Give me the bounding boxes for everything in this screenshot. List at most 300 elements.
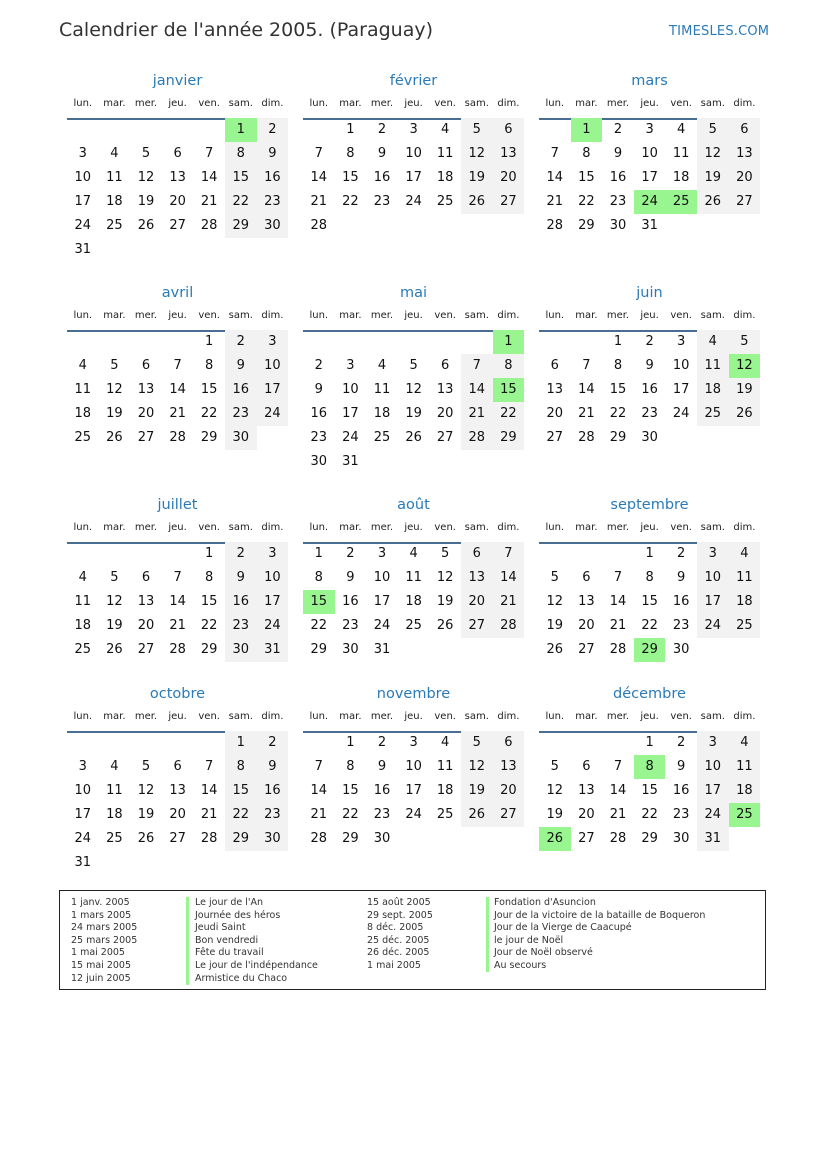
weekday-label: sam. (228, 310, 253, 321)
day-cell: 25 (697, 402, 729, 426)
day-cell: 9 (613, 146, 623, 161)
weekday-label: jeu. (168, 711, 187, 722)
day-cell: 2 (257, 118, 289, 142)
day-cell: 21 (461, 402, 493, 426)
day-cell: 20 (137, 406, 155, 421)
day-cell: 17 (257, 378, 289, 402)
day-cell: 3 (257, 330, 289, 354)
day-cell: 15 (200, 594, 218, 609)
day-cell: 19 (461, 779, 493, 803)
weekday-label: jeu. (640, 522, 659, 533)
day-cell: 26 (436, 618, 454, 633)
weekday-label: sam. (464, 711, 489, 722)
month-name: août (397, 497, 430, 513)
day-cell: 22 (200, 618, 218, 633)
day-cell: 5 (461, 118, 493, 142)
day-cell: 21 (609, 618, 627, 633)
day-cell: 14 (310, 170, 328, 185)
day-cell: 6 (173, 759, 182, 774)
day-cell: 6 (141, 358, 151, 373)
day-cell: 12 (405, 382, 422, 397)
day-cell: 23 (672, 618, 690, 633)
weekday-label: jeu. (640, 711, 659, 722)
weekday-label: ven. (434, 711, 456, 722)
weekday-label: lun. (545, 711, 565, 722)
day-cell: 19 (137, 807, 155, 822)
day-cell: 12 (546, 594, 564, 609)
day-cell: 19 (546, 807, 564, 822)
holiday-day-cell: 24 (634, 190, 666, 214)
day-cell: 13 (546, 382, 564, 397)
day-cell: 12 (137, 783, 155, 798)
day-cell: 14 (169, 382, 186, 397)
weekday-label: dim. (733, 310, 756, 321)
legend-holiday-name: Armistice du Chaco (195, 972, 288, 984)
weekday-label: mar. (103, 711, 126, 722)
day-cell: 27 (461, 614, 493, 638)
day-cell: 29 (493, 426, 525, 450)
day-cell: 16 (672, 783, 690, 798)
day-cell: 26 (106, 642, 123, 657)
legend-holiday-name: Fondation d'Asuncion (494, 897, 596, 908)
day-cell: 18 (729, 779, 761, 803)
legend-date: 15 août 2005 (367, 897, 431, 908)
weekday-label: lun. (73, 98, 93, 109)
legend-marker-left (186, 897, 189, 985)
day-cell: 5 (461, 731, 493, 755)
legend-holiday-name: Le jour de l'An (195, 897, 264, 908)
month-name: novembre (376, 686, 451, 702)
month-name: mars (631, 73, 668, 89)
day-cell: 16 (257, 779, 289, 803)
day-cell: 3 (645, 122, 654, 137)
day-cell: 9 (645, 358, 654, 373)
day-cell: 17 (342, 406, 359, 421)
day-cell: 24 (342, 430, 359, 445)
day-cell: 1 (205, 334, 214, 349)
day-cell: 27 (578, 642, 595, 657)
day-cell: 27 (546, 430, 564, 445)
day-cell: 16 (672, 594, 690, 609)
day-cell: 12 (137, 170, 155, 185)
day-cell: 12 (546, 783, 564, 798)
weekday-label: dim. (497, 522, 520, 533)
holiday-day-cell: 1 (225, 118, 257, 142)
weekday-label: mar. (103, 522, 126, 533)
day-cell: 9 (257, 142, 289, 166)
weekday-label: lun. (73, 522, 93, 533)
legend-holiday-name: Le jour de l'indépendance (195, 959, 318, 971)
day-cell: 20 (169, 807, 186, 822)
day-cell: 15 (225, 166, 257, 190)
day-cell: 3 (377, 546, 387, 561)
day-cell: 14 (578, 382, 595, 397)
day-cell: 23 (257, 190, 289, 214)
day-cell: 29 (310, 642, 328, 657)
day-cell: 21 (546, 194, 564, 209)
day-cell: 11 (436, 759, 454, 774)
weekday-label: lun. (73, 310, 93, 321)
day-cell: 1 (225, 731, 257, 755)
day-cell: 27 (436, 430, 454, 445)
day-cell: 6 (141, 570, 151, 585)
day-cell: 17 (405, 783, 422, 798)
weekday-label: sam. (228, 711, 253, 722)
legend-holiday-name: Fête du travail (195, 947, 264, 959)
day-cell: 30 (672, 831, 690, 846)
day-cell: 11 (729, 566, 761, 590)
day-cell: 26 (137, 831, 155, 846)
day-cell: 25 (74, 430, 92, 445)
day-cell: 18 (106, 194, 123, 209)
day-cell: 12 (106, 382, 123, 397)
day-cell: 30 (257, 827, 289, 851)
day-cell: 16 (373, 170, 391, 185)
day-cell: 15 (641, 594, 658, 609)
day-cell: 25 (106, 218, 123, 233)
legend-holiday-name: Bon vendredi (195, 934, 259, 946)
day-cell: 7 (461, 354, 493, 378)
day-cell: 17 (257, 590, 289, 614)
day-cell: 4 (409, 546, 418, 561)
day-cell: 16 (225, 378, 257, 402)
legend-holiday-name: Jour de Noël observé (494, 947, 593, 959)
day-cell: 28 (310, 831, 328, 846)
weekday-label: sam. (700, 711, 725, 722)
day-cell: 10 (257, 354, 289, 378)
day-cell: 8 (346, 146, 355, 161)
day-cell: 21 (200, 807, 218, 822)
day-cell: 20 (578, 807, 595, 822)
day-cell: 20 (436, 406, 454, 421)
day-cell: 16 (609, 170, 627, 185)
day-cell: 6 (550, 358, 559, 373)
day-cell: 14 (169, 594, 186, 609)
day-cell: 14 (461, 378, 493, 402)
day-cell: 16 (641, 382, 658, 397)
day-cell: 22 (200, 406, 218, 421)
day-cell: 5 (697, 118, 729, 142)
day-cell: 2 (677, 735, 686, 750)
day-cell: 19 (137, 194, 155, 209)
weekday-label: mar. (575, 522, 598, 533)
day-cell: 3 (78, 146, 87, 161)
day-cell: 28 (461, 426, 493, 450)
weekday-label: mer. (370, 98, 394, 109)
day-cell: 1 (613, 334, 623, 349)
day-cell: 17 (672, 382, 690, 397)
day-cell: 28 (546, 218, 564, 233)
day-cell: 11 (672, 146, 690, 161)
day-cell: 13 (493, 755, 525, 779)
day-cell: 15 (200, 382, 218, 397)
legend-names-left (195, 897, 318, 985)
weekday-label: dim. (261, 310, 284, 321)
legend-date: 24 mars 2005 (71, 922, 138, 934)
day-cell: 8 (613, 358, 623, 373)
weekday-label: jeu. (168, 522, 187, 533)
weekday-label: sam. (464, 310, 489, 321)
day-cell: 10 (697, 755, 729, 779)
day-cell: 29 (200, 642, 218, 657)
day-cell: 22 (641, 618, 658, 633)
weekday-label: lun. (309, 310, 329, 321)
day-cell: 5 (110, 570, 119, 585)
weekday-label: lun. (309, 522, 329, 533)
day-cell: 25 (373, 430, 391, 445)
day-cell: 4 (729, 731, 761, 755)
day-cell: 8 (493, 354, 525, 378)
day-cell: 25 (405, 618, 422, 633)
day-cell: 1 (205, 546, 214, 561)
holiday-day-cell: 26 (539, 827, 571, 851)
day-cell: 17 (373, 594, 391, 609)
day-cell: 2 (257, 731, 289, 755)
day-cell: 7 (205, 759, 214, 774)
day-cell: 1 (645, 735, 654, 750)
weekday-label: lun. (545, 310, 565, 321)
day-cell: 24 (257, 402, 289, 426)
legend-holiday-name: le jour de Noël (494, 934, 564, 946)
day-cell: 13 (493, 142, 525, 166)
day-cell: 28 (493, 614, 525, 638)
holiday-day-cell: 15 (303, 590, 335, 614)
day-cell: 8 (205, 570, 214, 585)
day-cell: 11 (373, 382, 391, 397)
day-cell: 30 (672, 642, 690, 657)
weekday-label: lun. (545, 98, 565, 109)
legend-marker-right (486, 897, 489, 972)
weekday-label: mar. (575, 98, 598, 109)
day-cell: 22 (578, 194, 595, 209)
day-cell: 10 (697, 566, 729, 590)
legend-dates-right (367, 897, 433, 973)
weekday-label: mer. (370, 522, 394, 533)
day-cell: 11 (405, 570, 422, 585)
header-rule (303, 330, 524, 332)
holiday-day-cell: 25 (729, 803, 761, 827)
month-name: octobre (149, 686, 206, 702)
weekday-label: jeu. (640, 310, 659, 321)
weekday-label: lun. (309, 711, 329, 722)
day-cell: 3 (409, 735, 418, 750)
day-cell: 25 (74, 642, 92, 657)
weekday-label: ven. (198, 522, 220, 533)
holiday-day-cell: 1 (571, 118, 603, 142)
day-cell: 21 (200, 194, 218, 209)
day-cell: 10 (74, 170, 92, 185)
day-cell: 26 (106, 430, 123, 445)
day-cell: 20 (137, 618, 155, 633)
brand-link[interactable]: TIMESLES.COM (669, 24, 770, 39)
day-cell: 19 (461, 166, 493, 190)
weekday-label: mer. (370, 711, 394, 722)
day-cell: 9 (314, 382, 323, 397)
weekday-label: dim. (497, 310, 520, 321)
day-cell: 17 (74, 194, 92, 209)
day-cell: 18 (373, 406, 391, 421)
day-cell: 16 (342, 594, 359, 609)
day-cell: 20 (493, 779, 525, 803)
day-cell: 14 (200, 170, 218, 185)
weekday-label: jeu. (404, 98, 423, 109)
weekday-label: dim. (261, 98, 284, 109)
holiday-day-cell: 8 (634, 755, 666, 779)
month-name: février (389, 73, 438, 89)
day-cell: 28 (200, 218, 218, 233)
legend-dates-left (71, 897, 137, 985)
day-cell: 18 (74, 618, 92, 633)
legend-date: 8 déc. 2005 (367, 922, 424, 934)
holiday-day-cell: 29 (634, 638, 666, 662)
day-cell: 13 (729, 142, 761, 166)
day-cell: 6 (441, 358, 450, 373)
day-cell: 5 (550, 570, 559, 585)
day-cell: 9 (346, 570, 355, 585)
weekday-label: mer. (134, 98, 158, 109)
day-cell: 24 (672, 406, 690, 421)
day-cell: 22 (641, 807, 658, 822)
day-cell: 18 (697, 378, 729, 402)
day-cell: 10 (373, 570, 391, 585)
day-cell: 6 (461, 542, 493, 566)
day-cell: 27 (729, 190, 761, 214)
day-cell: 13 (169, 170, 186, 185)
day-cell: 5 (550, 759, 559, 774)
weekday-label: mar. (575, 310, 598, 321)
day-cell: 21 (493, 590, 525, 614)
day-cell: 5 (729, 330, 761, 354)
day-cell: 4 (377, 358, 387, 373)
day-cell: 24 (697, 614, 729, 638)
day-cell: 4 (441, 122, 450, 137)
day-cell: 24 (405, 194, 422, 209)
weekday-label: dim. (497, 711, 520, 722)
day-cell: 3 (697, 542, 729, 566)
legend-date: 1 mai 2005 (367, 959, 421, 971)
day-cell: 13 (578, 783, 595, 798)
day-cell: 31 (697, 827, 729, 851)
day-cell: 5 (110, 358, 119, 373)
day-cell: 14 (546, 170, 564, 185)
weekday-label: mer. (606, 310, 630, 321)
weekday-label: mar. (339, 711, 362, 722)
day-cell: 23 (310, 430, 328, 445)
day-cell: 22 (342, 807, 359, 822)
day-cell: 26 (729, 402, 761, 426)
day-cell: 17 (405, 170, 422, 185)
weekday-label: mer. (606, 711, 630, 722)
day-cell: 14 (310, 783, 328, 798)
day-cell: 20 (729, 166, 761, 190)
day-cell: 19 (729, 378, 761, 402)
day-cell: 1 (314, 546, 323, 561)
day-cell: 31 (74, 242, 92, 257)
day-cell: 10 (641, 146, 658, 161)
day-cell: 3 (697, 731, 729, 755)
day-cell: 14 (493, 566, 525, 590)
day-cell: 17 (641, 170, 658, 185)
day-cell: 1 (645, 546, 654, 561)
holiday-day-cell: 25 (665, 190, 697, 214)
month-name: décembre (613, 686, 686, 702)
day-cell: 3 (346, 358, 355, 373)
weekday-label: ven. (434, 98, 456, 109)
day-cell: 23 (342, 618, 359, 633)
day-cell: 10 (257, 566, 289, 590)
day-cell: 29 (641, 831, 658, 846)
day-cell: 20 (546, 406, 564, 421)
day-cell: 16 (373, 783, 391, 798)
day-cell: 5 (441, 546, 450, 561)
day-cell: 6 (173, 146, 182, 161)
day-cell: 8 (205, 358, 214, 373)
day-cell: 7 (493, 542, 525, 566)
day-cell: 5 (141, 759, 151, 774)
day-cell: 11 (74, 594, 92, 609)
legend-date: 1 mars 2005 (71, 909, 132, 921)
day-cell: 1 (346, 735, 355, 750)
day-cell: 16 (310, 406, 328, 421)
day-cell: 4 (78, 570, 87, 585)
day-cell: 26 (697, 190, 729, 214)
day-cell: 6 (729, 118, 761, 142)
day-cell: 5 (409, 358, 418, 373)
day-cell: 11 (106, 783, 123, 798)
weekday-label: dim. (261, 522, 284, 533)
day-cell: 31 (641, 218, 658, 233)
day-cell: 17 (697, 590, 729, 614)
day-cell: 13 (137, 594, 155, 609)
day-cell: 28 (169, 642, 186, 657)
weekday-label: ven. (198, 310, 220, 321)
day-cell: 3 (409, 122, 418, 137)
day-cell: 31 (342, 454, 359, 469)
day-cell: 23 (225, 614, 257, 638)
weekday-label: dim. (497, 98, 520, 109)
day-cell: 7 (205, 146, 214, 161)
weekday-label: jeu. (640, 98, 659, 109)
day-cell: 2 (377, 122, 387, 137)
legend-date: 25 déc. 2005 (367, 934, 430, 946)
day-cell: 15 (641, 783, 658, 798)
month-name: avril (161, 285, 194, 301)
day-cell: 2 (645, 334, 654, 349)
day-cell: 5 (141, 146, 151, 161)
weekday-label: jeu. (404, 522, 423, 533)
day-cell: 4 (729, 542, 761, 566)
weekday-label: jeu. (168, 98, 187, 109)
day-cell: 28 (609, 642, 627, 657)
day-cell: 8 (225, 755, 257, 779)
day-cell: 7 (314, 759, 323, 774)
month-name: mai (399, 285, 428, 301)
day-cell: 22 (225, 803, 257, 827)
day-cell: 8 (346, 759, 355, 774)
weekday-label: ven. (434, 310, 456, 321)
day-cell: 6 (493, 731, 525, 755)
day-cell: 24 (74, 831, 92, 846)
day-cell: 7 (173, 358, 182, 373)
day-cell: 9 (677, 759, 686, 774)
day-cell: 9 (257, 755, 289, 779)
day-cell: 18 (436, 170, 454, 185)
weekday-label: sam. (700, 98, 725, 109)
day-cell: 25 (436, 194, 454, 209)
day-cell: 17 (697, 779, 729, 803)
day-cell: 22 (342, 194, 359, 209)
day-cell: 2 (225, 330, 257, 354)
